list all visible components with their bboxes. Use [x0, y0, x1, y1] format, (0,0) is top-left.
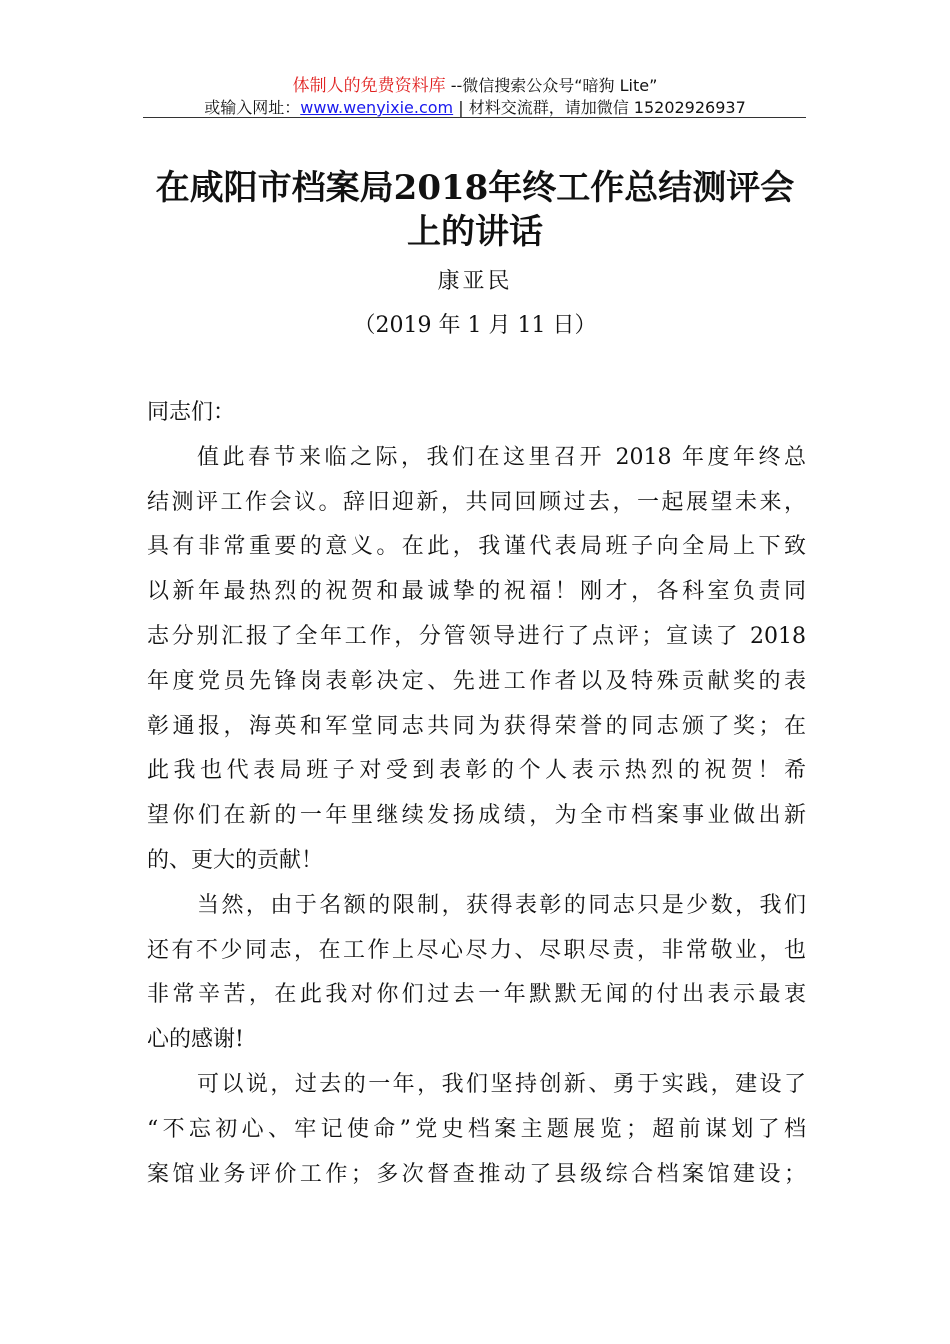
body-line: 心的感谢!: [147, 1027, 244, 1053]
body-line: 此我也代表局班子对受到表彰的个人表示热烈的祝贺！希: [147, 758, 806, 784]
title-line-1: 在咸阳市档案局2018年终工作总结测评会: [155, 168, 795, 208]
body-line: 当然，由于名额的限制，获得表彰的同志只是少数，我们: [197, 892, 806, 918]
body-line: 非常辛苦，在此我对你们过去一年默默无闻的付出表示最衷: [147, 982, 806, 1008]
contact-info: 材料交流群，请加微信 15202926937: [468, 98, 746, 117]
url-prefix: 或输入网址：: [204, 98, 301, 117]
document-title: [0, 166, 950, 254]
speech-date: （2019 年 1 月 11 日）: [353, 313, 597, 338]
body-line: 望你们在新的一年里继续发扬成绩，为全市档案事业做出新: [147, 803, 806, 829]
body-line: 可以说，过去的一年，我们坚持创新、勇于实践，建设了: [197, 1071, 806, 1097]
document-body: [147, 396, 806, 1202]
header-line-1: [0, 71, 950, 96]
body-line: 同志们：: [147, 400, 236, 425]
body-line: 具有非常重要的意义。在此，我谨代表局班子向全局上下致: [147, 534, 806, 560]
header-divider: [143, 117, 806, 118]
body-line: 志分别汇报了全年工作，分管领导进行了点评；宣读了 2018: [147, 623, 806, 649]
author: 康亚民: [437, 269, 513, 294]
title-line-2: 上的讲话: [407, 212, 543, 252]
body-line: 值此春节来临之际，我们在这里召开 2018 年度年终总: [197, 444, 806, 470]
body-line: “不忘初心、牢记使命”党史档案主题展览；超前谋划了档: [147, 1116, 806, 1142]
website-link[interactable]: www.wenyixie.com: [300, 98, 454, 117]
wechat-note: --微信搜索公众号“暗狗 Lite”: [445, 76, 658, 95]
body-line: 以新年最热烈的祝贺和最诚挚的祝福！刚才，各科室负责同: [147, 579, 806, 605]
body-line: 彰通报，海英和军堂同志共同为获得荣誉的同志颁了奖；在: [147, 713, 806, 739]
header-line-2: [0, 95, 950, 118]
body-line: 案馆业务评价工作；多次督查推动了县级综合档案馆建设；: [147, 1161, 806, 1187]
body-line: 结测评工作会议。辞旧迎新，共同回顾过去，一起展望未来，: [147, 489, 806, 515]
separator: |: [453, 98, 469, 117]
body-line: 还有不少同志，在工作上尽心尽力、尽职尽责，非常敬业，也: [147, 937, 806, 963]
body-line: 的、更大的贡献！: [147, 847, 324, 873]
site-name: 体制人的免费资料库: [292, 76, 446, 96]
body-line: 年度党员先锋岗表彰决定、先进工作者以及特殊贡献奖的表: [147, 668, 806, 694]
